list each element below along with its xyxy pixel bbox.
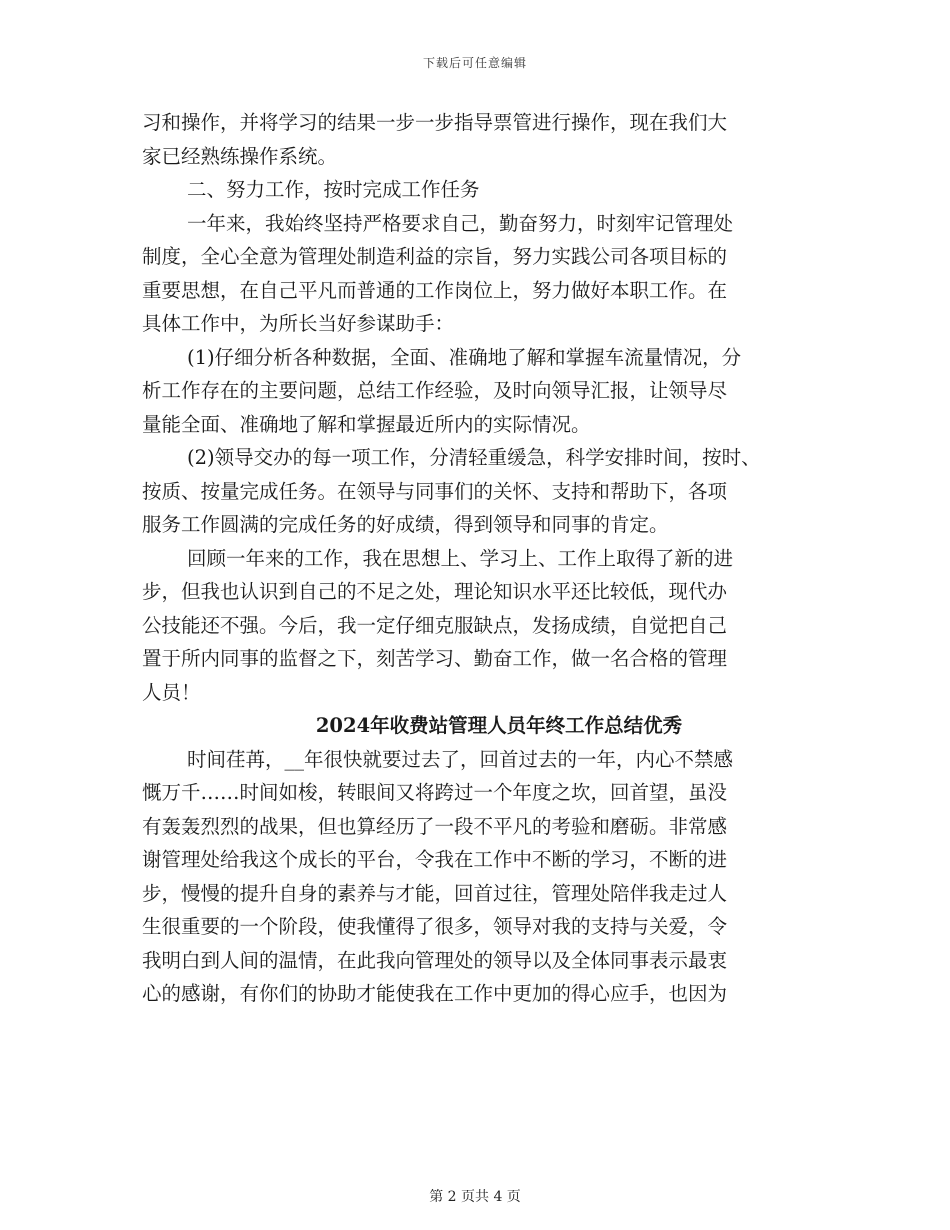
text-line: 时间荏苒，__年很快就要过去了，回首过去的一年，内心不禁感 [187, 747, 734, 771]
text-line: 一年来，我始终坚持严格要求自己，勤奋努力，时刻牢记管理处 [187, 211, 734, 235]
section-title: 2024年收费站管理人员年终工作总结优秀 [315, 714, 683, 737]
text-line: 慨万千……时间如梭，转眼间又将跨过一个年度之坎，回首望，虽没 [142, 781, 728, 804]
page-footer: 第 2 页共 4 页 [429, 1189, 521, 1205]
text-line: (1)仔细分析各种数据，全面、准确地了解和掌握车流量情况，分 [187, 345, 742, 369]
text-line: 重要思想，在自己平凡而普通的工作岗位上，努力做好本职工作。在 [142, 278, 728, 302]
text-line: 谢管理处给我这个成长的平台，令我在工作中不断的学习，不断的进 [142, 848, 728, 871]
text-line: (2)领导交办的每一项工作，分清轻重缓急，科学安排时间，按时、 [187, 446, 761, 469]
text-line: 有轰轰烈烈的战果，但也算经历了一段不平凡的考验和磨砺。非常感 [142, 814, 728, 838]
text-line: 心的感谢，有你们的协助才能使我在工作中更加的得心应手，也因为 [142, 982, 728, 1005]
text-line: 步，慢慢的提升自身的素养与才能，回首过往，管理处陪伴我走过人 [142, 881, 728, 905]
text-line: 二、努力工作，按时完成工作任务 [187, 178, 480, 201]
text-line: 家已经熟练操作系统。 [142, 144, 338, 168]
text-line: 回顾一年来的工作，我在思想上、学习上、工作上取得了新的进 [187, 546, 734, 570]
text-line: 习和操作，并将学习的结果一步一步指导票管进行操作，现在我们大 [142, 111, 728, 134]
text-line: 步，但我也认识到自己的不足之处，理论知识水平还比较低，现代办 [142, 580, 728, 603]
text-line: 生很重要的一个阶段，使我懂得了很多，领导对我的支持与关爱，令 [142, 915, 728, 938]
text-line: 具体工作中，为所长当好参谋助手： [142, 312, 455, 335]
text-line: 量能全面、准确地了解和掌握最近所内的实际情况。 [142, 412, 591, 436]
paragraphs-before-title [142, 106, 810, 709]
paragraphs-after-title [142, 743, 810, 1011]
text-line: 制度，全心全意为管理处制造利益的宗旨，努力实践公司各项目标的 [142, 245, 728, 268]
page-header: 下载后可任意编辑 [422, 56, 527, 70]
document-body [142, 106, 810, 1011]
text-line: 服务工作圆满的完成任务的好成绩，得到领导和同事的肯定。 [142, 513, 669, 536]
text-line: 人员！ [142, 680, 201, 704]
text-line: 按质、按量完成任务。在领导与同事们的关怀、支持和帮助下，各项 [142, 479, 728, 503]
text-line: 置于所内同事的监督之下，刻苦学习、勤奋工作，做一名合格的管理 [142, 647, 728, 670]
text-line: 公技能还不强。今后，我一定仔细克服缺点，发扬成绩，自觉把自己 [142, 613, 728, 637]
text-line: 我明白到人间的温情，在此我向管理处的领导以及全体同事表示最衷 [142, 948, 728, 972]
text-line: 析工作存在的主要问题，总结工作经验，及时向领导汇报，让领导尽 [142, 379, 728, 402]
